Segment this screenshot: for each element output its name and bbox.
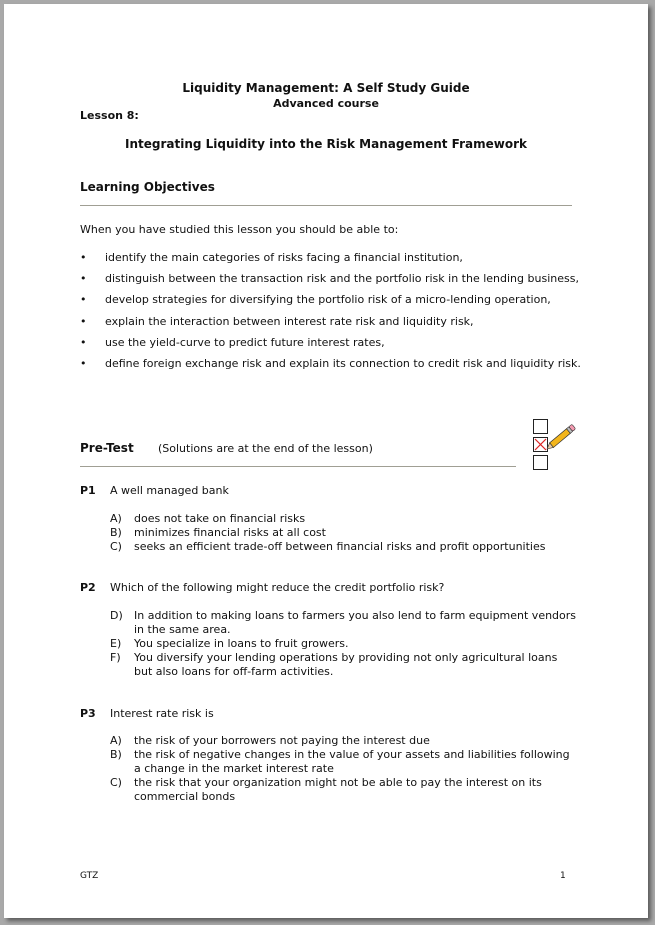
question-text: A well managed bank (110, 484, 229, 497)
question-text: Interest rate risk is (110, 707, 214, 720)
footer-org: GTZ (80, 871, 99, 881)
document-title: Liquidity Management: A Self Study Guide (182, 81, 470, 95)
question-number: P2 (80, 581, 96, 594)
list-item: • use the yield-curve to predict future interest rates, (80, 336, 385, 349)
learning-objectives-heading: Learning Objectives (80, 180, 215, 194)
page-number: 1 (560, 871, 566, 881)
document-subtitle: Advanced course (273, 97, 379, 110)
answer-option: D) In addition to making loans to farmers you also lend to farm equipment vendors in the same area. (110, 609, 577, 636)
question-number: P1 (80, 484, 96, 497)
bullet-icon: • (80, 315, 87, 328)
bullet-icon: • (80, 336, 87, 349)
answer-option: B) the risk of negative changes in the value of your assets and liabilities following a change in the market interest rate (110, 748, 570, 775)
document-page: Liquidity Management: A Self Study Guide Advanced course Lesson 8: Integrating Liquidity into the Risk Management Framework Learning Objectives When you have studied this lesson you should be able to: • identify the main categories of risks facing a financial institution, • distinguish between the transaction risk and the portfolio risk in the lending business, • develop strategies for diversifying the portfolio risk of a micro-lending operation, • explain the interaction between interest rate risk and liquidity risk, • use the yield-curve to predict future interest rates, • define foreign exchange risk and explain its connection to credit risk and liquidity risk. Pre-Test (Solutions are at the end of the lesson) P1 A well managed bank A) does not take on financial risks B) minimizes financial risks at all cost C) seeks an efficient trade-off between financial risks and profit opportunities P2 Which of the following might reduce the credit portfolio risk? D) In addition to making loans to farmers you also lend to farm equipment vendors in the same area. E) You specialize in loans to fruit growers. F) You diversify your lending operations by providing not only agricultural loans but also loans for off-farm activities. P3 Interest rate risk is A) the risk of your borrowers not paying the interest due B) the risk of negative changes in the value of your assets and liabilities following a change in the market interest rate C) the risk that your organization might not be able to pay the interest on its commercial bonds GTZ 1 (4, 4, 648, 918)
list-item: • explain the interaction between interest rate risk and liquidity risk, (80, 315, 474, 328)
question-text: Which of the following might reduce the credit portfolio risk? (110, 581, 445, 594)
pretest-divider (80, 466, 516, 467)
list-item: • identify the main categories of risks facing a financial institution, (80, 251, 463, 264)
pretest-heading: Pre-Test (80, 441, 134, 455)
section-divider (80, 205, 572, 206)
objectives-intro: When you have studied this lesson you should be able to: (80, 223, 399, 236)
list-item: • develop strategies for diversifying the portfolio risk of a micro-lending operation, (80, 293, 551, 306)
list-item: • define foreign exchange risk and explain its connection to credit risk and liquidity risk. (80, 357, 581, 370)
bullet-icon: • (80, 251, 87, 264)
bullet-icon: • (80, 272, 87, 285)
checklist-pencil-icon (530, 416, 580, 476)
pretest-note: (Solutions are at the end of the lesson) (158, 442, 373, 455)
answer-option: C) the risk that your organization might not be able to pay the interest on its commercial bonds (110, 776, 542, 803)
lesson-title: Integrating Liquidity into the Risk Management Framework (125, 137, 527, 151)
answer-option: F) You diversify your lending operations by providing not only agricultural loans but also loans for off-farm activities. (110, 651, 558, 678)
bullet-icon: • (80, 357, 87, 370)
bullet-icon: • (80, 293, 87, 306)
lesson-number: Lesson 8: (80, 109, 139, 122)
list-item: • distinguish between the transaction risk and the portfolio risk in the lending business, (80, 272, 579, 285)
question-number: P3 (80, 707, 96, 720)
